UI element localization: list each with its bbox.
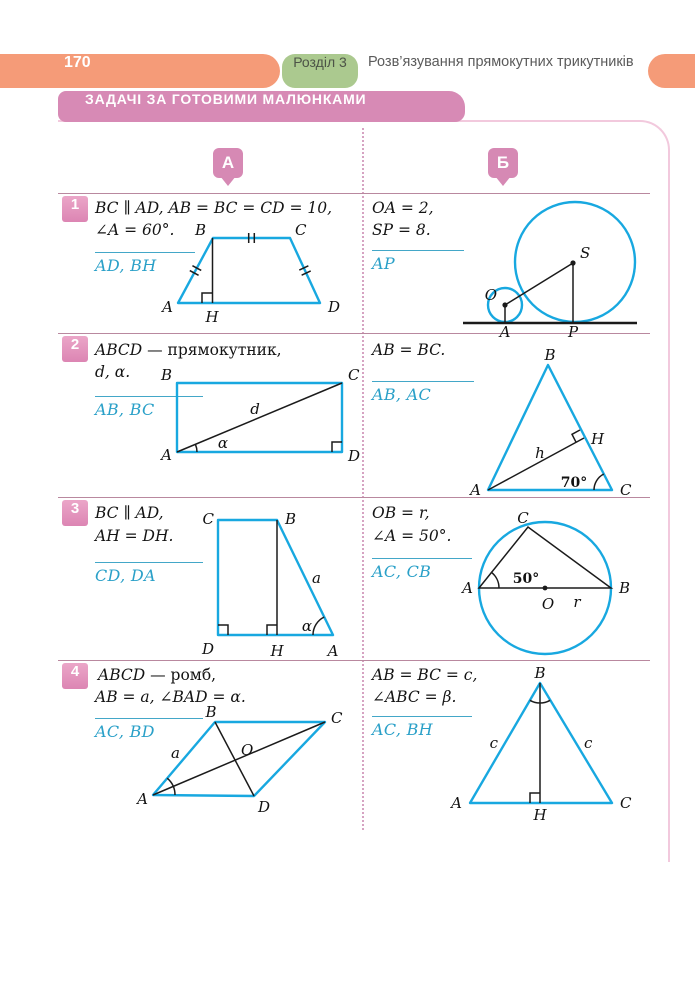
vertex-label-b: B — [160, 366, 172, 384]
angle-label-alpha: α — [217, 434, 229, 452]
chapter-title: Розв’язування прямокутних трикутників — [368, 54, 634, 70]
find-labels: AC, CB — [372, 562, 432, 581]
vertex-label-a: A — [162, 298, 173, 316]
given-text: AB = BC = c, — [372, 666, 478, 684]
center-label-s: S — [580, 244, 591, 262]
vertex-label-a: A — [462, 579, 473, 597]
problem-number-badge: 2 — [62, 336, 88, 362]
point-label-p: P — [567, 323, 579, 341]
find-labels: AC, BD — [95, 722, 155, 741]
vertex-label-d: D — [348, 447, 361, 465]
vertex-label-d: D — [328, 298, 341, 316]
given-text: d, α. — [95, 363, 131, 381]
vertex-label-b: B — [205, 703, 217, 721]
given-text: BC ∥ AD, — [95, 504, 164, 522]
content-frame — [58, 120, 670, 862]
find-labels: AB, AC — [372, 385, 432, 404]
vertex-label-b: B — [544, 346, 556, 364]
vertex-label-c: C — [202, 510, 214, 528]
vertex-label-a: A — [470, 481, 481, 499]
vertex-label-b: B — [534, 664, 546, 682]
vertex-label-c: C — [620, 794, 632, 812]
vertex-label-a: A — [327, 642, 339, 660]
angle-label-50: 50° — [512, 571, 540, 587]
side-label-c-right: c — [584, 734, 593, 752]
center-label-o: O — [484, 286, 497, 304]
page-number-bar — [0, 54, 280, 88]
vertex-label-h: H — [205, 308, 219, 326]
center-label-o: O — [541, 595, 555, 613]
given-text: ABCD — ромб, — [98, 666, 217, 684]
find-labels: CD, DA — [95, 566, 156, 585]
given-text: ∠A = 60°. — [95, 221, 175, 239]
side-label-a: a — [312, 569, 321, 587]
vertex-label-b: B — [285, 510, 297, 528]
vertex-label-a: A — [137, 790, 148, 808]
chapter-badge: Розділ 3 — [282, 54, 358, 88]
vertex-label-a: A — [161, 446, 172, 464]
diagonal-label-d: d — [250, 400, 260, 418]
vertex-label-d: D — [257, 798, 271, 816]
find-labels: AB, BC — [95, 400, 155, 419]
side-label-a: a — [171, 744, 180, 762]
vertex-label-c: C — [348, 366, 360, 384]
height-label-h: h — [535, 444, 545, 462]
vertex-label-d: D — [201, 640, 214, 658]
vertex-label-c: C — [517, 509, 529, 527]
given-text: OB = r, — [372, 504, 430, 522]
side-label-c-left: c — [489, 734, 498, 752]
given-text: SP = 8. — [372, 221, 431, 239]
column-a-tab: А — [213, 148, 243, 178]
given-text: AH = DH. — [95, 527, 174, 545]
point-label-a: A — [499, 323, 511, 341]
column-b-tab: Б — [488, 148, 518, 178]
given-text: AB = a, ∠BAD = α. — [95, 688, 246, 706]
given-text: OA = 2, — [372, 199, 434, 217]
vertex-label-b: B — [619, 579, 631, 597]
edge-tab — [648, 54, 695, 88]
vertex-label-c: C — [295, 221, 307, 239]
point-label-h: H — [270, 642, 284, 660]
given-text: ABCD — прямокутник, — [95, 341, 282, 359]
vertex-label-a: A — [451, 794, 462, 812]
given-text: ∠A = 50°. — [372, 527, 452, 545]
center-label-o: O — [241, 741, 254, 759]
radius-label-r: r — [573, 593, 581, 611]
section-banner: ЗАДАЧІ ЗА ГОТОВИМИ МАЛЮНКАМИ — [58, 91, 465, 122]
problem-number-badge: 4 — [62, 663, 88, 689]
find-labels: AP — [372, 254, 395, 273]
given-text: AB = BC. — [372, 341, 446, 359]
page-number: 170 — [64, 54, 91, 71]
angle-label-70: 70° — [560, 475, 588, 491]
point-label-h: H — [591, 430, 605, 448]
vertex-label-c: C — [620, 481, 632, 499]
vertex-label-b: B — [194, 221, 206, 239]
vertex-label-c: C — [331, 709, 343, 727]
find-labels: AD, BH — [95, 256, 157, 275]
find-labels: AC, BH — [372, 720, 433, 739]
given-text: ∠ABC = β. — [372, 688, 457, 706]
point-label-h: H — [533, 806, 547, 824]
angle-label-alpha: α — [301, 617, 313, 635]
problem-number-badge: 3 — [62, 500, 88, 526]
given-text: BC ∥ AD, AB = BC = CD = 10, — [95, 199, 333, 217]
problem-number-badge: 1 — [62, 196, 88, 222]
